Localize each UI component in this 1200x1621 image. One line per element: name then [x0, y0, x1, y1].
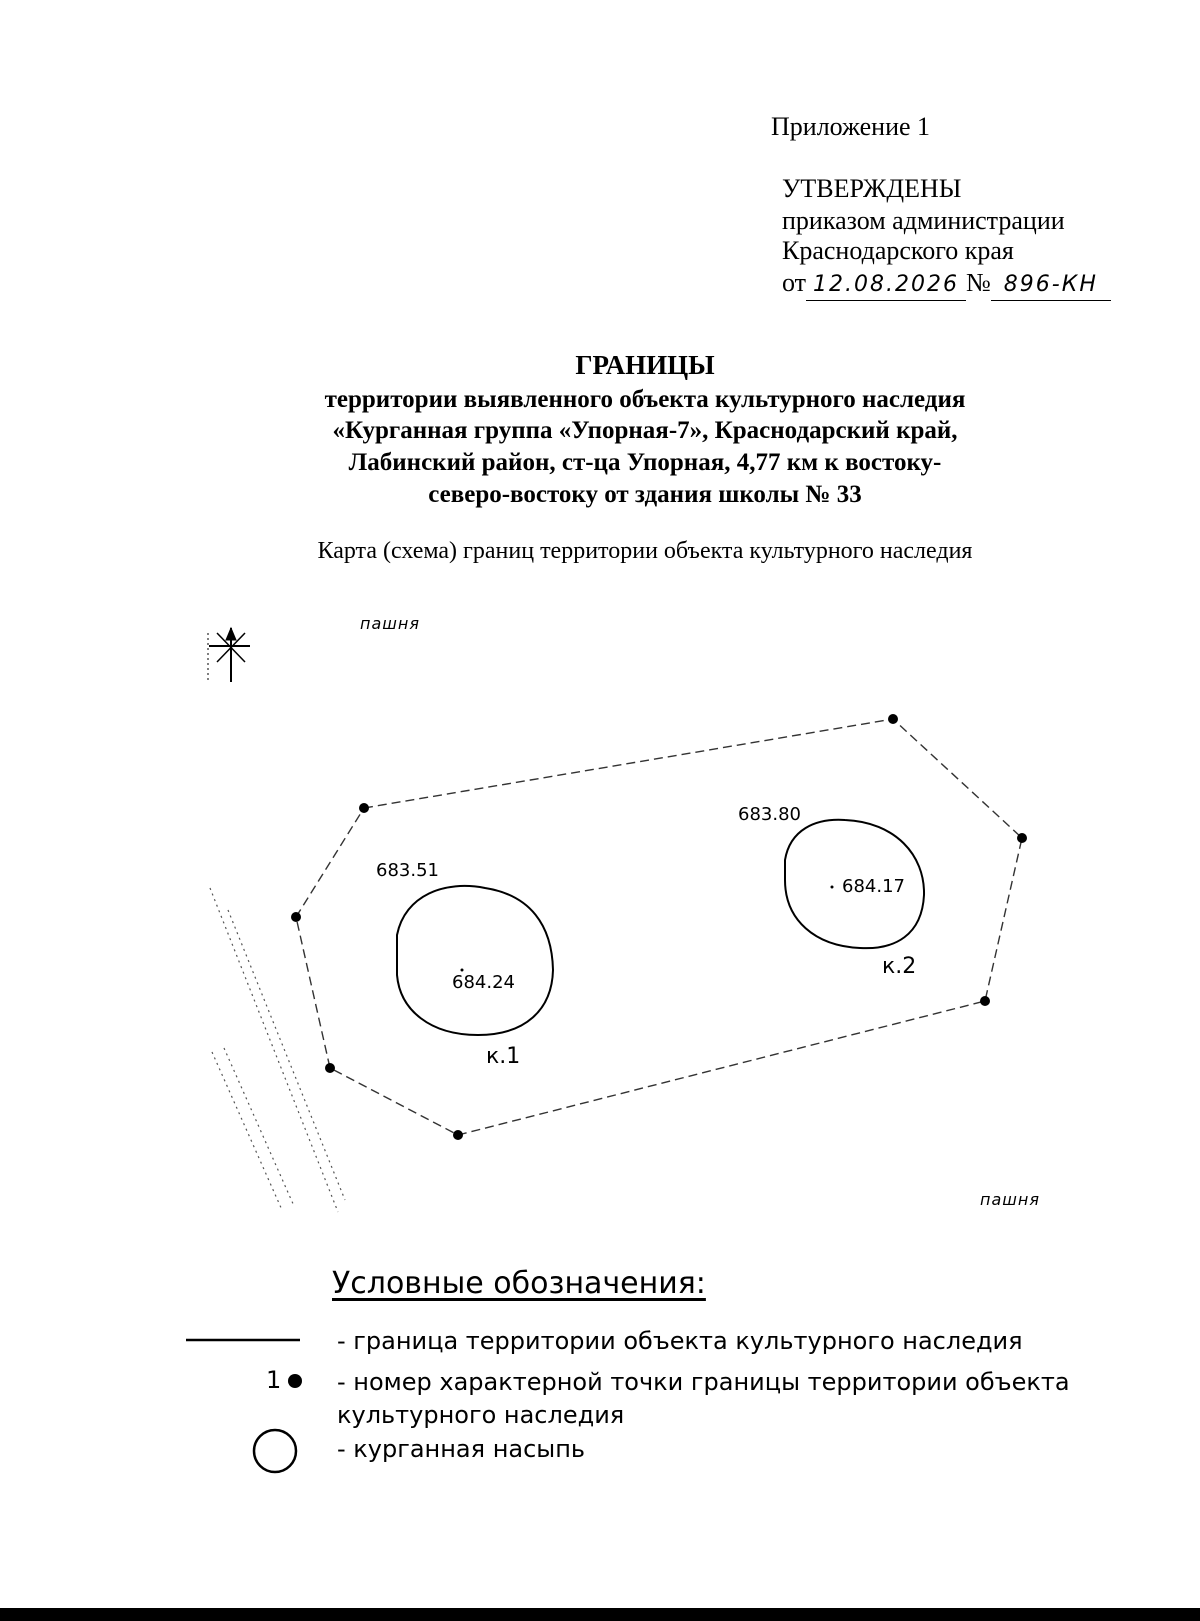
doc-subtitle-2: «Курганная группа «Упорная-7», Краснодарский край,: [332, 417, 958, 444]
order-line-2: Краснодарского края: [782, 236, 1014, 265]
doc-subtitle-4: северо-востоку от здания школы № 33: [428, 481, 862, 508]
legend-point-number: 1: [266, 1366, 282, 1394]
legend-item-point-cont: культурного наследия: [337, 1401, 625, 1429]
mound-2-elev-top: 683.80: [738, 804, 801, 825]
doc-title: ГРАНИЦЫ: [575, 350, 715, 380]
scan-bottom-edge: [0, 1608, 1200, 1621]
mound-1-label: к.1: [486, 1044, 521, 1069]
legend-circle-symbol: [254, 1430, 296, 1472]
boundary-point: [325, 1063, 335, 1073]
boundary-point: [888, 714, 898, 724]
field-label-top: пашня: [360, 614, 420, 633]
number-prefix: №: [966, 268, 991, 297]
boundary-point: [1017, 833, 1027, 843]
date-prefix: от: [782, 268, 807, 297]
boundary-point: [453, 1130, 463, 1140]
order-date-handwritten: 12.08.2026: [806, 270, 966, 301]
mound-2-elev-center: 684.17: [842, 876, 905, 897]
mound-2-label: к.2: [882, 954, 917, 979]
legend-point-symbol: [288, 1374, 302, 1388]
field-label-bottom: пашня: [980, 1190, 1040, 1209]
mound-1-elev-top: 683.51: [376, 860, 439, 881]
boundary-point: [359, 803, 369, 813]
appendix-label: Приложение 1: [771, 112, 931, 141]
legend-item-mound: - курганная насыпь: [337, 1435, 586, 1463]
doc-subtitle-1: территории выявленного объекта культурного наследия: [324, 386, 966, 413]
legend-title: Условные обозначения:: [332, 1266, 706, 1301]
legend-item-boundary: - граница территории объекта культурного наследия: [337, 1327, 1023, 1355]
boundary-point: [291, 912, 301, 922]
legend-item-point: - номер характерной точки границы территории объекта: [337, 1368, 1070, 1396]
doc-subtitle-3: Лабинский район, ст-ца Упорная, 4,77 км к востоку-: [348, 449, 942, 476]
mound-1-outline: [397, 886, 553, 1035]
map-caption: Карта (схема) границ территории объекта культурного наследия: [317, 538, 973, 564]
order-number-handwritten: 896-КН: [991, 270, 1111, 301]
boundary-points: [291, 714, 1027, 1140]
north-arrow-icon: [208, 628, 250, 682]
mound-1-elev-center: 684.24: [452, 972, 515, 993]
mound-2-center-point: [831, 886, 834, 889]
approved-label: УТВЕРЖДЕНЫ: [782, 174, 962, 203]
boundary-point: [980, 996, 990, 1006]
order-line-1: приказом администрации: [782, 206, 1065, 235]
road-lines: [210, 888, 345, 1212]
